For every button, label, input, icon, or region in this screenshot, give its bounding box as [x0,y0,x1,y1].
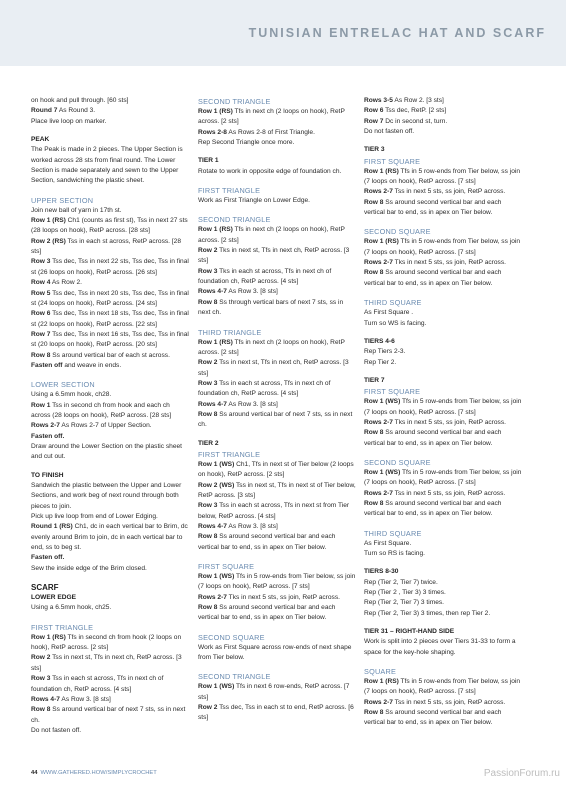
instruction-line [198,338,356,359]
instruction-line [364,117,522,127]
subsection-heading: FIRST SQUARE [364,156,421,166]
spacer [31,463,189,471]
instruction-line [364,499,522,520]
instruction-line [31,351,189,361]
instruction-text: Dc in second st, turn. [383,117,448,125]
instruction-line [364,237,522,258]
instruction-line [198,128,356,138]
instruction-text: As Row 3. [8 sts] [226,400,278,408]
row-label: Row 1 (RS) [31,217,66,225]
section-heading: TIER 7 [364,376,385,384]
row-label: Rows 2-7 [198,593,227,601]
instruction-text: Tss in second ch from hook and each ch across (28 loops on hook), RetP across. [28 sts] [31,401,172,419]
instruction-line [198,501,356,522]
instruction-line [364,598,522,608]
instruction-text: Tks in next st, Tfs in next ch, RetP across. [3 sts] [198,247,350,265]
instruction-text: Rep Second Triangle once more. [198,139,295,147]
instruction-text: Tfs in 5 row-ends from Tier below, ss join (7 loops on hook), RetP across. [7 sts] [198,573,356,591]
instruction-text: Ss around second vertical bar and each vertical bar to end, ss in apex on Tier below. [198,604,336,622]
instruction-line [364,588,522,598]
spacer [364,449,522,457]
instruction-text: Tks in next 5 sts, ss join, RetP across. [392,259,506,267]
page-number: 44 [31,770,38,776]
instruction-text: Tss dec, Tss in each st to end, RetP across. [6 sts] [198,704,354,722]
instruction-line [31,361,189,371]
instruction-text: Tfs in 5 row-ends from Tier below, ss join (7 loops on hook), RetP across. [7 sts] [364,167,520,186]
instruction-line [198,267,356,288]
subsection-heading: SECOND TRIANGLE [198,215,271,225]
instruction-line [198,593,356,603]
column-left [31,96,189,736]
subsection-heading: LOWER SECTION [31,380,95,390]
instruction-line [31,726,189,736]
row-label: Row 8 [364,499,384,507]
instruction-text: Rep Tiers 2-3. [364,348,406,356]
instruction-line [31,216,189,237]
instruction-line [198,481,356,502]
row-label: Row 5 [31,289,51,297]
instruction-line [198,196,356,206]
instruction-line [198,298,356,319]
subsection-heading: SECOND TRIANGLE [198,672,271,682]
instruction-line [198,107,356,128]
instruction-text: Ss through vertical bars of next 7 sts, ss in next ch. [198,298,344,317]
instruction-line [364,358,522,368]
section-heading: TIERS 4-6 [364,337,395,345]
instruction-line [364,319,522,329]
instruction-text: Ss around vertical bar of next 7 sts, ss in next ch. [198,410,353,429]
instruction-line [31,653,189,674]
spacer [364,559,522,567]
section-heading: TO FINISH [31,471,64,479]
instruction-text: Tss in next 5 sts, ss join, RetP across. [392,698,506,706]
instruction-line [198,358,356,379]
instruction-text: Tfs in next ch (2 loops on hook), RetP across. [2 sts] [198,338,345,356]
row-label: Round 7 [31,107,58,115]
instruction-text: As First Square . [364,309,414,317]
instruction-text: Turn so WS is facing. [364,319,427,327]
instruction-text: As Rows 2-7 of Upper Section. [59,422,152,430]
instruction-text: Tks in each st across, Tfs in next ch of foundation ch, RetP across. [4 sts] [198,267,332,286]
instruction-line [31,278,189,288]
instruction-text: Rep (Tier 2, Tier 7) twice. [364,578,438,586]
instruction-line [364,549,522,559]
instruction-line [31,106,189,116]
row-label: Row 2 [198,704,218,712]
instruction-line [364,106,522,116]
spacer [198,624,356,632]
instruction-text: Tss in next st, Tfs in next ch, RetP across. [3 sts] [198,359,349,377]
instruction-line [198,532,356,553]
instruction-text: Work is split into 2 pieces over Tiers 31-33 to form a space for the key-hole shaping. [364,638,516,656]
row-label: Row 8 [198,533,218,541]
spacer [198,177,356,185]
row-label: Rows 4-7 [198,400,227,408]
section-heading: TIERS 8-30 [364,568,399,576]
instruction-line [198,410,356,431]
spacer [31,187,189,195]
row-label: Row 2 [198,359,218,367]
instruction-text: Ss around second vertical bar and each vertical bar to end, ss in apex on Tier below. [364,269,502,287]
instruction-line [364,397,522,418]
instruction-text: Ss around second vertical bar and each vertical bar to end, ss in apex on Tier below. [364,709,502,727]
instruction-line [31,603,189,613]
instruction-line [198,400,356,410]
subsection-heading: FIRST SQUARE [198,562,255,572]
instruction-text: Do not fasten off. [31,726,82,734]
row-label: Row 2 (RS) [31,237,66,245]
instruction-text: Tss dec, Tss in next 18 sts, Tss dec, Tss in final st (22 loops on hook), RetP across. [22 sts] [31,310,189,328]
instruction-text: Pick up live loop from end of Lower Edging. [31,513,158,521]
instruction-line [31,96,189,106]
subsection-heading: THIRD SQUARE [364,528,422,538]
spacer [198,663,356,671]
section-heading: TIER 1 [198,157,219,165]
row-label: Row 1 (RS) [31,633,66,641]
subsection-heading: FIRST TRIANGLE [198,449,261,459]
row-label: Rows 4-7 [198,288,227,296]
instruction-line [198,246,356,267]
instruction-line [31,564,189,574]
instruction-line [198,225,356,246]
instruction-line [364,428,522,449]
spacer [364,289,522,297]
row-label: Rows 4-7 [198,523,227,530]
instruction-line [364,96,522,106]
instruction-line [364,308,522,318]
row-label: Row 1 (WS) [364,468,401,476]
subsection-heading: FIRST TRIANGLE [198,186,261,196]
row-label: Row 8 [364,269,384,277]
row-label: Row 3 [31,675,51,683]
instruction-text: Place live loop on marker. [31,117,107,125]
row-label: Row 2 [31,654,51,662]
row-label: Row 1 (WS) [198,460,235,468]
header-bar [0,0,566,66]
instruction-line [364,539,522,549]
row-label: Row 8 [364,429,384,437]
instruction-line [364,198,522,219]
spacer [364,658,522,666]
section-heading: PEAK [31,136,50,144]
instruction-line [364,489,522,499]
instruction-text: on hook and pull through. [60 sts] [31,97,129,104]
instruction-text: Ch1, dc in each vertical bar to Brim, dc evenly around Brim to join, dc in each vertical bar to end, ss to beg st. [31,523,188,552]
instruction-line [31,401,189,422]
instruction-text: Rotate to work in opposite edge of foundation ch. [198,167,342,175]
instruction-text: As Row 3. [8 sts] [226,523,278,530]
instruction-line [364,187,522,197]
instruction-text: Tfs in next ch (2 loops on hook), RetP across. [2 sts] [198,226,345,244]
row-label: Rows 2-7 [364,489,393,497]
instruction-line [364,677,522,698]
instruction-line [31,674,189,695]
instruction-text: As Rows 2-8 of First Triangle. [226,128,315,136]
instruction-text: Tfs in 5 row-ends from Tier below, ss join (7 loops on hook), RetP across. [7 sts] [364,468,522,487]
row-label: Rows 2-7 [364,259,393,267]
instruction-line [31,289,189,310]
instruction-line [364,468,522,489]
instruction-text: Tss dec, RetP. [2 sts] [383,107,447,115]
instruction-text: As First Square. [364,539,412,547]
row-label: Row 8 [364,709,384,717]
spacer [198,319,356,327]
subsection-heading: UPPER SECTION [31,195,94,205]
subsection-heading: THIRD SQUARE [364,298,422,308]
instruction-line [198,522,356,532]
row-label: Row 3 [198,502,218,510]
section-heading: LOWER EDGE [31,594,77,602]
instruction-line [31,145,189,186]
subsection-heading: FIRST TRIANGLE [31,622,94,632]
row-label: Rows 3-5 [364,97,393,104]
row-label: Fasten off [31,361,63,369]
row-label: Row 6 [364,107,384,115]
instruction-text: Tss in next st, Tfs in next st of Tier below, RetP across. [3 sts] [198,481,356,499]
instruction-text: Join new ball of yarn in 17th st. [31,206,122,214]
instruction-text: Rep (Tier 2 , Tier 3) 3 times. [364,589,446,597]
instruction-line [364,268,522,289]
instruction-text: As Round 3. [57,107,96,115]
footer-url[interactable]: WWW.GATHERED.HOW/SIMPLYCROCHET [40,770,157,776]
row-label: Row 2 [198,247,218,255]
instruction-text: Tfs in second ch from hook (2 loops on hook), RetP across. [2 sts] [31,633,182,652]
instruction-text: Sandwich the plastic between the Upper and Lower Sections, and work beg of next round through both pieces to join. [31,482,182,510]
row-label: Row 3 [198,379,218,387]
row-label: Row 3 [198,267,218,275]
instruction-line [198,703,356,724]
instruction-line [198,572,356,593]
instruction-text: Ss around vertical bar of each st across. [50,351,170,359]
row-label: Row 2 (WS) [198,481,235,489]
instruction-text: Tks in next 5 sts, ss join, RetP across. [226,593,340,601]
instruction-line [31,512,189,522]
row-label: Row 1 (RS) [198,338,233,346]
spacer [31,574,189,582]
spacer [364,520,522,528]
row-label: Row 1 (RS) [198,226,233,234]
instruction-line [364,167,522,188]
row-label: Row 1 [31,401,51,409]
instruction-line [364,347,522,357]
instruction-text: Turn so RS is facing. [364,550,425,557]
instruction-line [31,390,189,400]
row-label: Row 3 [31,258,51,266]
instruction-line [198,643,356,664]
section-heading: TIER 31 – RIGHT-HAND SIDE [364,628,455,636]
section-heading: TIER 3 [364,146,385,154]
row-label: Rows 2-7 [364,418,393,426]
row-label: Row 1 (RS) [364,238,399,246]
instruction-text: Work as First Square across row-ends of next shape from Tier below. [198,643,352,662]
spacer [364,218,522,226]
instruction-text: Ss around second vertical bar and each vertical bar to end, ss in apex on Tier below. [198,533,336,551]
spacer [198,148,356,156]
instruction-line [31,117,189,127]
instruction-line [364,708,522,729]
instruction-text: Ss around second vertical bar and each vertical bar to end, ss in apex on Tier below. [364,499,502,518]
instruction-text: Tfs in next ch (2 loops on hook), RetP across. [2 sts] [198,108,345,126]
footer [31,770,157,776]
column-right [364,96,522,729]
row-label: Fasten off. [31,554,65,562]
subsection-heading: SECOND SQUARE [364,457,431,467]
instruction-line [198,379,356,400]
instruction-text: The Peak is made in 2 pieces. The Upper Section is worked across 28 sts from final round. The Lower Section is made separately and sewn to the Upper Section, sandwiching the plastic sheet. [31,146,183,185]
instruction-line [364,609,522,619]
instruction-text: Rep (Tier 2, Tier 3) 3 times, then rep Tier 2. [364,609,491,617]
instruction-line [31,237,189,258]
row-label: Rows 2-7 [364,698,393,706]
row-label: Row 6 [31,310,51,318]
instruction-text: Ss around second vertical bar and each vertical bar to end, ss in apex on Tier below. [364,198,502,217]
page-title: TUNISIAN ENTRELAC HAT AND SCARF [248,26,546,40]
instruction-text: Tss in each st across, Tfs in next ch of foundation ch, RetP across. [4 sts] [31,675,164,693]
instruction-text: Tfs in 5 row-ends from Tier below, ss join (7 loops on hook), RetP across. [7 sts] [364,398,522,416]
instruction-text: Tss in each st across, RetP across. [28 sts] [31,237,182,256]
instruction-line [31,695,189,705]
row-label: Row 1 (RS) [364,678,399,686]
column-middle [198,96,356,724]
row-label: Row 4 [31,279,51,287]
instruction-line [31,432,189,442]
instruction-line [31,705,189,726]
watermark: PassionForum.ru [483,768,560,779]
instruction-line [31,330,189,351]
instruction-text: Rep Tier 2. [364,358,397,366]
row-label: Rows 2-8 [198,128,227,136]
instruction-text: Ch1 (counts as first st), Tss in next 27 sts (28 loops on hook), RetP across. [28 sts] [31,217,188,235]
instruction-line [31,257,189,278]
subsection-heading: FIRST SQUARE [364,387,421,397]
subsection-heading: SQUARE [364,667,397,677]
instruction-text: Tks in next 5 sts, ss join, RetP across. [392,418,506,426]
spacer [364,619,522,627]
spacer [198,553,356,561]
row-label: Fasten off. [31,432,65,440]
instruction-text: Tss in each st across, Tfs in next st from Tier below, RetP across. [4 sts] [198,502,350,520]
instruction-text: Tss in next 5 sts, ss join, RetP across. [392,489,506,497]
spacer [31,371,189,379]
row-label: Rows 2-7 [31,422,60,430]
instruction-text: Tfs in 5 row-ends from Tier below, ss join (7 loops on hook), RetP across. [7 sts] [364,238,520,256]
instruction-text: As Row 2. [50,279,82,287]
instruction-line [198,167,356,177]
instruction-text: Sew the inside edge of the Brim closed. [31,564,147,572]
instruction-line [31,442,189,463]
instruction-text: Ch1, Tfs in next st of Tier below (2 loops on hook), RetP across. [2 sts] [198,460,354,479]
instruction-text: Rep (Tier 2, Tier 7) 3 times. [364,599,445,607]
instruction-text: As Row 3. [8 sts] [59,695,111,703]
instruction-text: As Row 2. [3 sts] [392,97,444,104]
instruction-text: Tss dec, Tss in next 22 sts, Tss dec, Tss in final st (26 loops on hook), RetP across. [26 sts] [31,258,189,276]
row-label: Row 8 [364,198,384,206]
row-label: Round 1 (RS) [31,523,73,531]
spacer [198,431,356,439]
instruction-line [31,206,189,216]
instruction-text: Tss dec, Tss in next 20 sts, Tss dec, Tss in final st (24 loops on hook), RetP across. [24 sts] [31,289,189,307]
instruction-line [198,682,356,703]
row-label: Row 1 (WS) [364,398,401,406]
instruction-text: Ss around vertical bar of next 7 sts, ss in next ch. [31,706,186,724]
spacer [364,329,522,337]
instruction-text: and weave in ends. [62,361,122,369]
instruction-line [364,637,522,658]
instruction-text: Using a 6.5mm hook, ch28. [31,391,112,399]
instruction-line [198,603,356,624]
instruction-text: As Row 3. [8 sts] [226,288,278,296]
instruction-line [364,698,522,708]
subsection-heading: SECOND SQUARE [364,227,431,237]
instruction-text: Tfs in next 6 row-ends, RetP across. [7 sts] [198,683,350,701]
row-label: Row 8 [198,410,218,418]
instruction-line [198,287,356,297]
spacer [31,127,189,135]
instruction-text: Draw around the Lower Section on the plastic sheet and cut out. [31,442,183,461]
spacer [198,206,356,214]
row-label: Row 8 [31,351,51,359]
row-label: Row 7 [364,117,384,125]
instruction-line [198,138,356,148]
row-label: Row 8 [31,706,51,714]
instruction-text: Using a 6.5mm hook, ch25. [31,604,112,612]
subsection-heading: SECOND SQUARE [198,632,265,642]
section-heading: TIER 2 [198,439,219,447]
subsection-heading: THIRD TRIANGLE [198,327,262,337]
instruction-line [198,460,356,481]
instruction-line [31,421,189,431]
spacer [364,137,522,145]
spacer [31,614,189,622]
row-label: Row 1 (WS) [198,683,235,691]
instruction-text: Tss in next 5 sts, ss join, RetP across. [392,188,506,196]
row-label: Rows 4-7 [31,695,60,703]
instruction-text: Tss in next st, Tfs in next ch, RetP across. [3 sts] [31,654,182,672]
spacer [364,368,522,376]
row-label: Row 7 [31,330,51,338]
row-label: Row 8 [198,298,218,306]
row-label: Row 1 (RS) [198,108,233,115]
instruction-text: Tss in each st across, Tfs in next ch of foundation ch, RetP across. [4 sts] [198,379,331,398]
instruction-line [364,258,522,268]
instruction-line [31,481,189,512]
row-label: Rows 2-7 [364,188,393,196]
part-heading: SCARF [31,583,59,593]
instruction-line [31,522,189,553]
instruction-line [31,633,189,654]
instruction-line [364,127,522,137]
instruction-line [31,553,189,563]
row-label: Row 1 (WS) [198,573,235,581]
row-label: Row 8 [198,604,218,612]
row-label: Row 1 (RS) [364,167,399,175]
instruction-text: Do not fasten off. [364,128,415,136]
instruction-text: Tss dec, Tss in next 16 sts, Tss dec, Tss in final st (20 loops on hook), RetP across. [20 sts] [31,330,189,349]
instruction-text: Work as First Triangle on Lower Edge. [198,197,311,205]
instruction-text: Tfs in 5 row-ends from Tier below, ss join (7 loops on hook), RetP across. [7 sts] [364,678,520,696]
instruction-text: Ss around second vertical bar and each vertical bar to end, ss in apex on Tier below. [364,429,502,447]
instruction-line [364,418,522,428]
instruction-line [31,309,189,330]
instruction-line [364,578,522,588]
subsection-heading: SECOND TRIANGLE [198,97,271,106]
